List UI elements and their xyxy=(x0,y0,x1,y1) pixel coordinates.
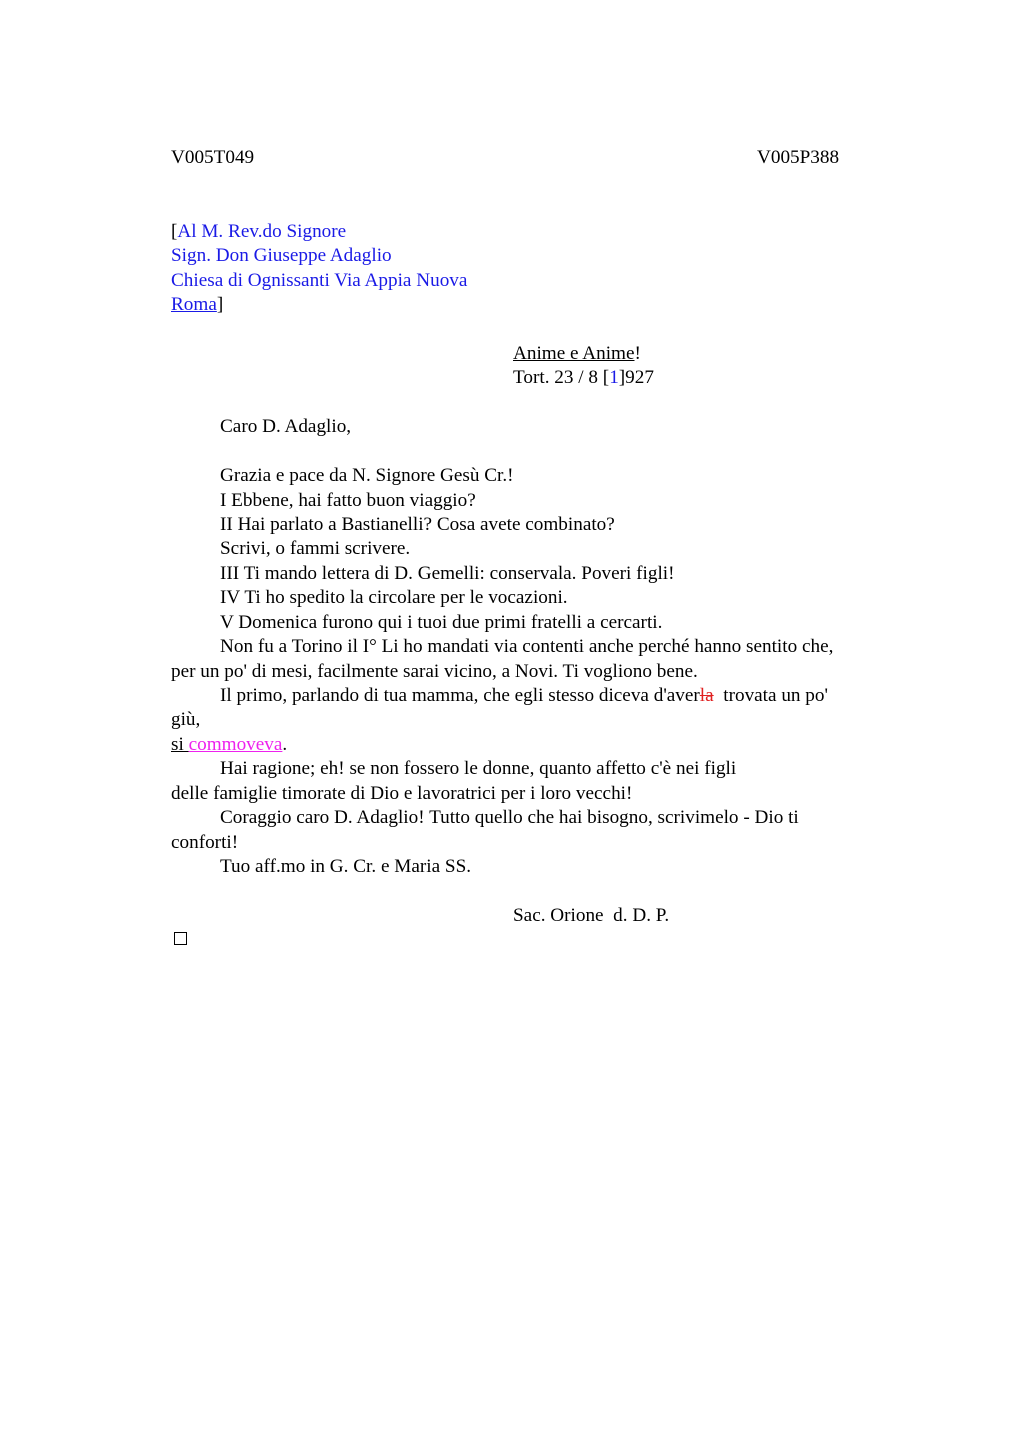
address-line-4 xyxy=(171,293,223,317)
signature: Sac. Orione d. D. P. xyxy=(513,905,670,926)
end-marker-box xyxy=(174,932,187,945)
body-line-7: V Domenica furono qui i tuoi due primi fratelli a cercarti. xyxy=(220,612,663,633)
inserted-text: commoveva xyxy=(188,734,283,755)
body-line-4: Scrivi, o fammi scrivere. xyxy=(220,538,411,559)
body-line-10-end: trovata un po' xyxy=(713,685,828,706)
body-line-3: II Hai parlato a Bastianelli? Cosa avete combinato? xyxy=(220,514,615,535)
body-line-12 xyxy=(171,733,287,757)
body-line-16: conforti! xyxy=(171,832,239,853)
body-line-14: delle famiglie timorate di Dio e lavoratrici per i loro vecchi! xyxy=(171,783,633,804)
body-line-17: Tuo aff.mo in G. Cr. e Maria SS. xyxy=(220,856,472,877)
address-open-bracket: [ xyxy=(171,221,178,242)
address-recipient-title: Al M. Rev.do Signore xyxy=(177,221,347,242)
body-line-13: Hai ragione; eh! se non fossero le donne, quanto affetto c'è nei figli xyxy=(220,758,737,779)
salutation: Caro D. Adaglio, xyxy=(220,416,352,437)
body-line-12-start: si xyxy=(171,734,189,755)
address-city: Roma xyxy=(171,294,217,315)
body-line-5: III Ti mando lettera di D. Gemelli: conservala. Poveri figli! xyxy=(220,563,675,584)
deleted-text: la xyxy=(699,685,714,706)
motto-punct: ! xyxy=(634,343,641,364)
body-line-10-start: Il primo, parlando di tua mamma, che egli stesso diceva d'aver xyxy=(220,685,700,706)
address-line-3: Chiesa di Ognissanti Via Appia Nuova xyxy=(171,270,468,291)
date-prefix: Tort. 23 / 8 [ xyxy=(513,367,610,388)
date-suffix: ]927 xyxy=(618,367,654,388)
address-line-1 xyxy=(171,220,346,244)
body-line-1: Grazia e pace da N. Signore Gesù Cr.! xyxy=(220,465,514,486)
body-line-8: Non fu a Torino il I° Li ho mandati via contenti anche perché hanno sentito che, xyxy=(220,636,834,657)
body-line-6: IV Ti ho spedito la circolare per le vocazioni. xyxy=(220,587,568,608)
body-line-15: Coraggio caro D. Adaglio! Tutto quello che hai bisogno, scrivimelo - Dio ti xyxy=(220,807,799,828)
body-line-10 xyxy=(220,684,828,708)
date-insert: 1 xyxy=(609,367,619,388)
body-line-2: I Ebbene, hai fatto buon viaggio? xyxy=(220,490,476,511)
motto xyxy=(513,342,641,366)
header-right-code: V005P388 xyxy=(757,147,840,168)
body-line-12-end: . xyxy=(282,734,288,755)
body-line-9: per un po' di mesi, facilmente sarai vicino, a Novi. Ti vogliono bene. xyxy=(171,661,698,682)
header-left-code: V005T049 xyxy=(171,147,255,168)
address-line-2: Sign. Don Giuseppe Adaglio xyxy=(171,245,392,266)
motto-text: Anime e Anime xyxy=(513,343,635,364)
date-line xyxy=(513,366,654,390)
body-line-11: giù, xyxy=(171,709,201,730)
address-close-bracket: ] xyxy=(216,294,224,315)
